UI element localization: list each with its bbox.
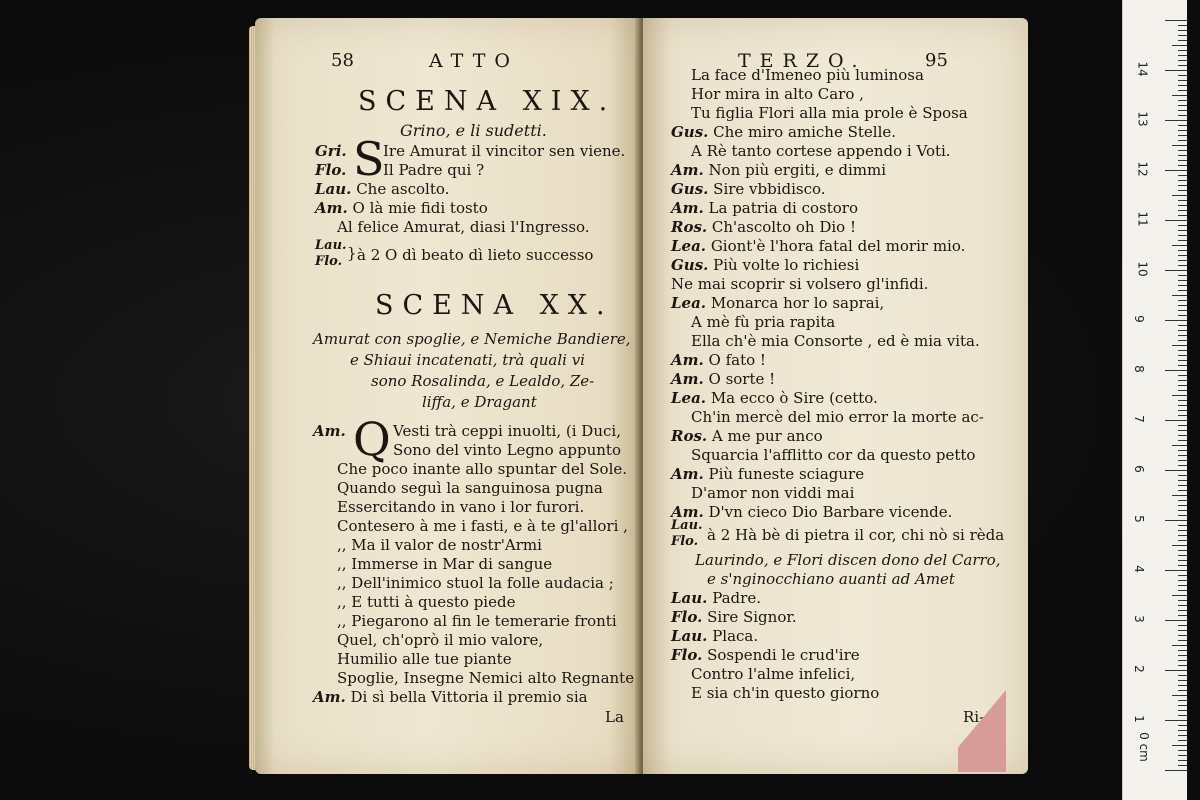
- ruler-tick: [1178, 455, 1187, 456]
- ruler-tick: [1178, 435, 1187, 436]
- ruler-tick: [1178, 265, 1187, 266]
- line-text: Hor mira in alto Caro ,: [691, 85, 864, 103]
- verse-line: [671, 237, 965, 255]
- ruler-tick: [1178, 450, 1187, 451]
- ruler-tick: [1178, 555, 1187, 556]
- ruler-tick: [1178, 755, 1187, 756]
- stage-direction: Amurat con spoglie, e Nemiche Bandiere,: [313, 330, 631, 348]
- scene-19-dropcap: S: [353, 132, 385, 186]
- verse-line: Sono del vinto Legno appunto: [393, 441, 621, 459]
- ruler-tick: [1178, 740, 1187, 741]
- ruler-tick: [1178, 280, 1187, 281]
- ruler-tick: [1178, 485, 1187, 486]
- verse-line: [671, 218, 856, 236]
- line: Flo.: [315, 161, 347, 179]
- speaker-label: Ros.: [671, 218, 708, 236]
- ruler-tick: [1178, 50, 1187, 51]
- line-text: A mè fù pria rapita: [691, 313, 836, 331]
- verse-line: Am. Di sì bella Vittoria il premio sia: [313, 688, 588, 706]
- ruler-tick: [1178, 40, 1187, 41]
- verse-line: ,, Piegarono al fin le temerarie fronti: [337, 612, 617, 630]
- ruler-tick: [1178, 260, 1187, 261]
- line-text: A me pur anco: [711, 427, 823, 445]
- ruler-tick: [1178, 515, 1187, 516]
- ruler-tick: [1178, 355, 1187, 356]
- line-text: Ch'in mercè del mio error la morte ac-: [691, 408, 984, 426]
- speaker-label: Lau.: [671, 627, 708, 645]
- ruler-tick: [1165, 70, 1187, 71]
- speaker-label: Am.: [671, 465, 704, 483]
- ruler-tick: [1178, 360, 1187, 361]
- ruler-tick: [1165, 470, 1187, 471]
- ruler-tick: [1178, 705, 1187, 706]
- ruler-tick: [1165, 770, 1187, 771]
- left-page: [255, 18, 640, 774]
- ruler-tick: [1178, 650, 1187, 651]
- ruler-tick: [1178, 125, 1187, 126]
- ruler-tick: [1178, 240, 1187, 241]
- line-text: Sire vbbidisco.: [713, 180, 826, 198]
- ruler-number: 13: [1135, 111, 1150, 127]
- ruler-tick: [1178, 610, 1187, 611]
- ruler-tick: [1178, 300, 1187, 301]
- ruler-tick: [1178, 590, 1187, 591]
- ruler-number: 12: [1135, 161, 1150, 177]
- ruler-tick: [1178, 75, 1187, 76]
- line-text: Non più ergiti, e dimmi: [708, 161, 887, 179]
- ruler-tick: [1178, 340, 1187, 341]
- ruler-tick: [1165, 220, 1187, 221]
- verse-line: [671, 256, 859, 274]
- ruler-tick: [1178, 155, 1187, 156]
- verse-line: [671, 370, 775, 388]
- ruler-tick: [1165, 570, 1187, 571]
- ruler-tick: [1172, 645, 1187, 646]
- brace: }: [347, 244, 357, 262]
- ruler-tick: [1178, 255, 1187, 256]
- verse-line: [691, 332, 980, 350]
- verse-line: [691, 66, 924, 84]
- right-page-number: 95: [925, 50, 948, 71]
- ruler-tick: [1178, 330, 1187, 331]
- ruler-tick: [1172, 345, 1187, 346]
- ruler-tick: [1172, 45, 1187, 46]
- ruler-tick: [1178, 700, 1187, 701]
- ruler-number: 7: [1131, 415, 1146, 423]
- speaker-label: Flo.: [671, 608, 703, 626]
- ruler-tick: [1178, 225, 1187, 226]
- ruler-tick: [1165, 170, 1187, 171]
- ruler-tick: [1178, 100, 1187, 101]
- speaker-label: Am.: [671, 351, 704, 369]
- verse-line: [671, 608, 797, 626]
- ruler-tick: [1178, 250, 1187, 251]
- ruler-tick: [1178, 415, 1187, 416]
- ruler-tick: [1178, 540, 1187, 541]
- ruler-tick: [1172, 545, 1187, 546]
- ruler-tick: [1178, 440, 1187, 441]
- ruler-tick: [1178, 205, 1187, 206]
- speaker-label: Am.: [671, 503, 704, 521]
- speaker-label: Lea.: [671, 237, 707, 255]
- ruler-tick: [1178, 655, 1187, 656]
- line-text: O fato !: [708, 351, 766, 369]
- ruler-tick: [1178, 685, 1187, 686]
- line-text: Ella ch'è mia Consorte , ed è mia vita.: [691, 332, 980, 350]
- duet-speaker-bottom: Flo.: [315, 254, 343, 269]
- ruler-tick: [1165, 420, 1187, 421]
- verse-line: [691, 484, 854, 502]
- ruler-tick: [1178, 60, 1187, 61]
- ruler-number: 3: [1131, 615, 1146, 623]
- ruler-tick: [1172, 145, 1187, 146]
- ruler-tick: [1178, 190, 1187, 191]
- verse-line: [671, 123, 896, 141]
- ruler-number: 2: [1131, 665, 1146, 673]
- ruler-tick: [1178, 35, 1187, 36]
- ruler-tick: [1178, 305, 1187, 306]
- ruler-tick: [1172, 395, 1187, 396]
- ruler-tick: [1178, 730, 1187, 731]
- ruler-tick: [1178, 505, 1187, 506]
- verse-line: [691, 313, 835, 331]
- ruler-tick: [1178, 175, 1187, 176]
- ruler-tick: [1178, 525, 1187, 526]
- line-text: La face d'Imeneo più luminosa: [691, 66, 924, 84]
- verse-line: [691, 142, 951, 160]
- verse-line: [691, 446, 975, 464]
- line-text: Laurindo, e Flori discen dono del Carro,: [695, 551, 1001, 569]
- ruler-tick: [1165, 120, 1187, 121]
- line-text: Ire Amurat il vincitor sen viene.: [383, 142, 626, 160]
- line-text: à 2 O dì beato dì lieto successo: [357, 246, 594, 264]
- ruler-tick: [1172, 445, 1187, 446]
- verse-line: [671, 294, 884, 312]
- verse-line: [671, 465, 864, 483]
- ruler-tick: [1178, 510, 1187, 511]
- ruler-tick: [1178, 565, 1187, 566]
- verse-line: [671, 180, 826, 198]
- verse-line: [671, 199, 858, 217]
- line: Am. O là mie fidi tosto: [315, 199, 488, 217]
- scene-19-cast: Grino, e li sudetti.: [400, 121, 547, 140]
- verse-line: Vesti trà ceppi inuolti, (i Duci,: [393, 422, 621, 440]
- ruler-tick: [1178, 25, 1187, 26]
- ruler-tick: [1178, 560, 1187, 561]
- line-text: Sospendi le crud'ire: [707, 646, 860, 664]
- verse-line: [671, 503, 952, 521]
- ruler-tick: [1165, 520, 1187, 521]
- line-text: A Rè tanto cortese appendo i Voti.: [691, 142, 951, 160]
- ruler-tick: [1172, 745, 1187, 746]
- ruler-tick: [1178, 110, 1187, 111]
- ruler-tick: [1178, 350, 1187, 351]
- ruler-tick: [1178, 315, 1187, 316]
- verse-line: Quel, ch'oprò il mio valore,: [337, 631, 544, 649]
- ruler-tick: [1178, 390, 1187, 391]
- ruler-tick: [1165, 670, 1187, 671]
- speaker-label: Flo.: [671, 646, 703, 664]
- ruler-tick: [1178, 310, 1187, 311]
- stage-direction: e Shiaui incatenati, trà quali vi: [350, 351, 585, 369]
- ruler-tick: [1178, 615, 1187, 616]
- ruler-tick: [1178, 90, 1187, 91]
- ruler-number: 4: [1131, 565, 1146, 573]
- verse-line: Spoglie, Insegne Nemici alto Regnante: [337, 669, 635, 687]
- line-text: Padre.: [712, 589, 761, 607]
- speaker-label: Am.: [671, 370, 704, 388]
- ruler-tick: [1178, 625, 1187, 626]
- catchword: Ri-: [963, 708, 985, 726]
- line-text: Al felice Amurat, diasi l'Ingresso.: [337, 218, 590, 236]
- line-text: Contro l'alme infelici,: [691, 665, 856, 683]
- ruler-tick: [1178, 675, 1187, 676]
- ruler-tick: [1178, 585, 1187, 586]
- ruler-tick: [1178, 465, 1187, 466]
- duet-speaker-top: Lau.: [671, 518, 703, 533]
- line-text: Ne mai scoprir si volsero gl'infidi.: [671, 275, 929, 293]
- speaker-label: Gus.: [671, 123, 709, 141]
- line-text: Squarcia l'afflitto cor da questo petto: [691, 446, 976, 464]
- line-text: Che miro amiche Stelle.: [713, 123, 897, 141]
- ruler-tick: [1172, 195, 1187, 196]
- line: Gri.: [315, 142, 347, 160]
- ruler-tick: [1178, 530, 1187, 531]
- ruler-tick: [1172, 245, 1187, 246]
- duet-speaker-bottom: Flo.: [671, 534, 699, 549]
- ruler-tick: [1178, 410, 1187, 411]
- ruler-tick: [1178, 575, 1187, 576]
- line-text: Sire Signor.: [707, 608, 797, 626]
- ruler-number: 8: [1131, 365, 1146, 373]
- ruler-tick: [1178, 215, 1187, 216]
- line-text: e s'nginocchiano auanti ad Amet: [707, 570, 955, 588]
- ruler-tick: [1178, 235, 1187, 236]
- speaker-label: Lau.: [671, 589, 708, 607]
- ruler-tick: [1178, 230, 1187, 231]
- verse-line: Contesero à me i fasti, e à te gl'allori ,: [337, 517, 628, 535]
- verse-line: [691, 665, 855, 683]
- verse-line: [695, 551, 1000, 569]
- open-book: [255, 18, 1030, 778]
- ruler-tick: [1178, 665, 1187, 666]
- ruler-number: 1: [1131, 715, 1146, 723]
- line-text: O sorte !: [708, 370, 776, 388]
- verse-line: ,, E tutti à questo piede: [337, 593, 516, 611]
- line-text: Giont'è l'hora fatal del morir mio.: [710, 237, 966, 255]
- ruler-tick: [1178, 475, 1187, 476]
- ruler-tick: [1178, 600, 1187, 601]
- ruler-tick: [1172, 695, 1187, 696]
- ruler-tick: [1178, 635, 1187, 636]
- ruler-tick: [1178, 85, 1187, 86]
- right-running-head: TERZO.: [738, 50, 867, 72]
- verse-line: [671, 627, 758, 645]
- verse-line: Essercitando in vano i lor furori.: [337, 498, 585, 516]
- ruler-tick: [1165, 270, 1187, 271]
- ruler-tick: [1178, 660, 1187, 661]
- ruler-unit-label: 0 cm: [1136, 732, 1151, 762]
- line-text: Più volte lo richiesi: [713, 256, 860, 274]
- speaker-label: Am.: [671, 199, 704, 217]
- ruler-number: 10: [1135, 261, 1150, 277]
- line-text: Il Padre qui ?: [383, 161, 485, 179]
- ruler-number: 9: [1131, 315, 1146, 323]
- ruler-tick: [1178, 325, 1187, 326]
- verse-line: [691, 104, 968, 122]
- ruler-tick: [1178, 200, 1187, 201]
- ruler-tick: [1178, 385, 1187, 386]
- ruler-tick: [1178, 375, 1187, 376]
- ruler-tick: [1178, 400, 1187, 401]
- line-text: Ma ecco ò Sire (cetto.: [710, 389, 878, 407]
- measurement-ruler: [1122, 0, 1187, 800]
- verse-line: [707, 570, 955, 588]
- ruler-tick: [1178, 480, 1187, 481]
- ruler-tick: [1165, 720, 1187, 721]
- ruler-tick: [1178, 405, 1187, 406]
- ruler-tick: [1172, 595, 1187, 596]
- ruler-tick: [1178, 605, 1187, 606]
- stage-direction: sono Rosalinda, e Lealdo, Ze-: [371, 372, 595, 390]
- ruler-number: 14: [1135, 61, 1150, 77]
- ruler-tick: [1178, 710, 1187, 711]
- ruler-tick: [1178, 630, 1187, 631]
- ruler-tick: [1178, 55, 1187, 56]
- ruler-number: 6: [1131, 465, 1146, 473]
- ruler-tick: [1178, 430, 1187, 431]
- left-page-number: 58: [331, 50, 354, 71]
- ruler-tick: [1178, 725, 1187, 726]
- line-text: Più funeste sciagure: [708, 465, 865, 483]
- verse-line: [691, 684, 879, 702]
- stage-direction: liffa, e Dragant: [422, 393, 537, 411]
- line-text: Placa.: [712, 627, 759, 645]
- speaker-label: Ros.: [671, 427, 708, 445]
- ruler-tick: [1178, 290, 1187, 291]
- ruler-tick: [1178, 500, 1187, 501]
- verse-line: [691, 408, 984, 426]
- line-text: Ch'ascolto oh Dio !: [711, 218, 856, 236]
- ruler-tick: [1165, 320, 1187, 321]
- ruler-tick: [1178, 210, 1187, 211]
- ruler-tick: [1178, 380, 1187, 381]
- ruler-tick: [1178, 765, 1187, 766]
- ruler-tick: [1178, 365, 1187, 366]
- speaker-label: Gus.: [671, 180, 709, 198]
- line-text: D'vn cieco Dio Barbare vicende.: [708, 503, 953, 521]
- catchword: La: [605, 708, 624, 726]
- speaker-label: Lea.: [671, 389, 707, 407]
- verse-line: [671, 161, 886, 179]
- verse-line: ,, Ma il valor de nostr'Armi: [337, 536, 542, 554]
- ruler-tick: [1178, 275, 1187, 276]
- line-text: Tu figlia Flori alla mia prole è Sposa: [691, 104, 968, 122]
- ruler-tick: [1178, 750, 1187, 751]
- line: Lau. Che ascolto.: [315, 180, 450, 198]
- ruler-tick: [1178, 135, 1187, 136]
- line-text: à 2 Hà bè di pietra il cor, chi nò si rèda: [707, 526, 1005, 544]
- scene-19-title: SCENA XIX.: [358, 86, 617, 117]
- speaker: Am.: [313, 422, 346, 440]
- ruler-tick: [1178, 580, 1187, 581]
- scene-20-title: SCENA XX.: [375, 290, 614, 321]
- ruler-tick: [1178, 65, 1187, 66]
- verse-line: Quando seguì la sanguinosa pugna: [337, 479, 603, 497]
- ruler-tick: [1178, 115, 1187, 116]
- ruler-tick: [1178, 715, 1187, 716]
- ruler-tick: [1178, 150, 1187, 151]
- ruler-tick: [1178, 735, 1187, 736]
- verse-line: ,, Dell'inimico stuol la folle audacia ;: [337, 574, 614, 592]
- ruler-tick: [1178, 640, 1187, 641]
- ruler-tick: [1165, 620, 1187, 621]
- ruler-tick: [1178, 165, 1187, 166]
- ruler-tick: [1178, 490, 1187, 491]
- ruler-number: 11: [1135, 211, 1150, 227]
- ruler-tick: [1178, 550, 1187, 551]
- scene-20-dropcap: Q: [353, 412, 391, 466]
- ruler-tick: [1178, 180, 1187, 181]
- ruler-tick: [1178, 535, 1187, 536]
- ruler-tick: [1165, 370, 1187, 371]
- left-running-head: ATTO: [429, 50, 519, 72]
- speaker-label: Gus.: [671, 256, 709, 274]
- speaker-label: Am.: [671, 161, 704, 179]
- ruler-tick: [1178, 460, 1187, 461]
- ruler-tick: [1178, 680, 1187, 681]
- ruler-tick: [1178, 185, 1187, 186]
- verse-line: [671, 389, 878, 407]
- ruler-tick: [1178, 285, 1187, 286]
- ruler-tick: [1178, 760, 1187, 761]
- ruler-tick: [1178, 335, 1187, 336]
- duet-speaker-top: Lau.: [315, 238, 347, 253]
- ruler-tick: [1178, 80, 1187, 81]
- line-text: E sia ch'in questo giorno: [691, 684, 880, 702]
- verse-line: [707, 526, 1004, 544]
- speaker-label: Lea.: [671, 294, 707, 312]
- ruler-tick: [1178, 425, 1187, 426]
- ruler-tick: [1178, 105, 1187, 106]
- verse-line: ,, Immerse in Mar di sangue: [337, 555, 553, 573]
- verse-line: [671, 351, 766, 369]
- ruler-tick: [1178, 30, 1187, 31]
- verse-line: [671, 589, 761, 607]
- verse-line: Che poco inante allo spuntar del Sole.: [337, 460, 628, 478]
- ruler-tick: [1172, 295, 1187, 296]
- ruler-tick: [1172, 495, 1187, 496]
- ruler-tick: [1178, 140, 1187, 141]
- ruler-tick: [1178, 160, 1187, 161]
- ruler-tick: [1172, 95, 1187, 96]
- ruler-tick: [1178, 690, 1187, 691]
- right-page: [643, 18, 1028, 774]
- verse-line: Humilio alle tue piante: [337, 650, 512, 668]
- line-text: D'amor non viddi mai: [691, 484, 855, 502]
- verse-line: [671, 275, 928, 293]
- ruler-number: 5: [1131, 515, 1146, 523]
- line-text: Monarca hor lo saprai,: [710, 294, 885, 312]
- verse-line: [691, 85, 864, 103]
- ruler-tick: [1165, 20, 1187, 21]
- verse-line: [671, 427, 823, 445]
- line-text: La patria di costoro: [708, 199, 858, 217]
- ruler-tick: [1178, 130, 1187, 131]
- verse-line: [671, 646, 860, 664]
